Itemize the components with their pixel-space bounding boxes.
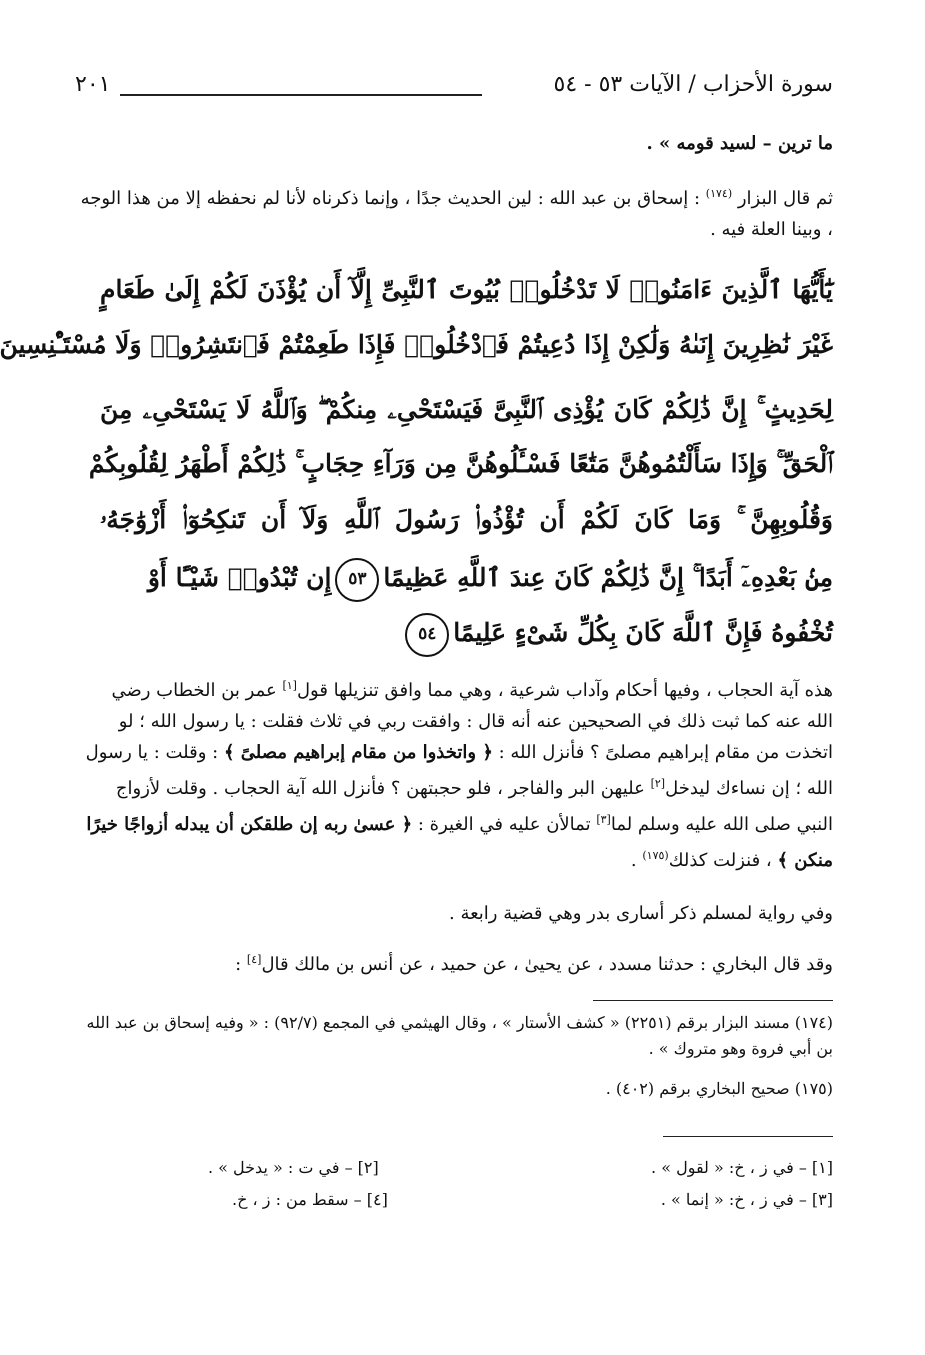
- quran-text: إِن تُبْدُوا۟ شَيْـًٔا أَوْ: [147, 563, 332, 592]
- footnote-rule: [593, 1000, 833, 1001]
- variant-note-4: [٤] – سقط من : ز ، خ.: [232, 1190, 388, 1209]
- variant-ref-1[interactable]: [١]: [282, 679, 297, 692]
- paragraph-quote-end: ما ترين – لسيد قومه » .: [646, 133, 833, 154]
- paragraph-hijab: [80, 670, 833, 876]
- paragraph-muslim: وفي رواية لمسلم ذكر أسارى بدر وهي قضية رابعة .: [449, 903, 833, 924]
- quran-line-3: لِحَدِيثٍ ۚ إِنَّ ذَٰلِكُمْ كَانَ يُؤْذِى ٱلنَّبِىَّ فَيَسْتَحْىِۦ مِنكُمْ ۖ وَٱللَّهُ لَا يَسْتَحْىِۦ مِنَ: [100, 395, 833, 424]
- quran-quote: ﴿ عسىٰ ربه إن طلقكن أن يبدله أزواجًا خيرًا منكن ﴾: [86, 814, 833, 871]
- variant-ref-2[interactable]: [٢]: [650, 777, 666, 790]
- quran-line-5: وَقُلُوبِهِنَّ ۚ وَمَا كَانَ لَكُمْ أَن تُؤْذُوا۟ رَسُولَ ٱللَّهِ وَلَآ أَن تَنكِحُوٓا۟ أَزْوَٰجَهُۥ: [100, 505, 833, 534]
- text-segment: ثم قال البزار: [732, 188, 833, 209]
- quran-line-7: [100, 605, 833, 660]
- footnote-ref-174[interactable]: (١٧٤): [705, 187, 733, 200]
- variant-note-2: [٢] – في ت : « يدخل » .: [208, 1158, 379, 1177]
- quran-line-6: [100, 550, 833, 605]
- running-header-title: سورة الأحزاب / الآيات ٥٣ - ٥٤: [553, 72, 833, 97]
- variants-rule: [663, 1136, 833, 1137]
- quran-text: مِنۢ بَعْدِهِۦٓ أَبَدًا ۚ إِنَّ ذَٰلِكُمْ كَانَ عِندَ ٱللَّهِ عَظِيمًا: [383, 563, 833, 592]
- text-segment: : وقلت : يا رسول الله ؛ إن نساءك ليدخل: [85, 742, 833, 799]
- ayah-number-54: ٥٤: [405, 613, 449, 657]
- text-segment: وقد قال البخاري : حدثنا مسدد ، عن يحيىٰ ، عن حميد ، عن أنس بن مالك قال: [261, 954, 833, 975]
- quran-quote: ﴿ واتخذوا من مقام إبراهيم مصلىً ﴾: [223, 742, 493, 763]
- paragraph-bukhari: [80, 944, 833, 980]
- variant-ref-3[interactable]: [٣]: [596, 813, 611, 826]
- variant-note-3: [٣] – في ز ، خ: « إنما » .: [660, 1190, 833, 1209]
- quran-line-2: غَيْرَ نَٰظِرِينَ إِنَىٰهُ وَلَٰكِنْ إِذَا دُعِيتُمْ فَٱدْخُلُوا۟ فَإِذَا طَعِمْتُمْ فَٱنتَشِرُوا۟ وَلَا مُسْتَـْٔنِسِينَ: [0, 330, 833, 359]
- text-segment: : إسحاق بن عبد الله : لين الحديث جدًا ، وإنما ذكرناه لأنا لم نحفظه إلا من هذا الوجه ، وبينا العلة فيه .: [80, 188, 833, 240]
- text-segment: ، فنزلت كذلك: [668, 850, 778, 871]
- text-segment: تمالأن عليه في الغيرة :: [412, 814, 597, 835]
- footnote-ref-175[interactable]: (١٧٥): [642, 849, 669, 862]
- quran-line-4: ٱلْحَقِّ ۚ وَإِذَا سَأَلْتُمُوهُنَّ مَتَٰعًا فَسْـَٔلُوهُنَّ مِن وَرَآءِ حِجَابٍ ۚ ذَٰلِكُمْ أَطْهَرُ لِقُلُوبِكُمْ: [88, 449, 833, 478]
- variant-note-1: [١] – في ز ، خ: « لقول » .: [651, 1158, 833, 1177]
- text-segment: عليهن البر والفاجر ، فلو حجبتهن ؟ فأنزل الله آية الحجاب . وقلت لأزواج النبي صلى الله عليه وسلم لما: [115, 778, 833, 835]
- header-rule: [120, 94, 482, 96]
- footnote-174: (١٧٤) مسند البزار برقم (٢٢٥١) « كشف الأستار » ، وقال الهيثمي في المجمع (٩٢/٧) : « وفيه إسحاق بن عبد الله بن أبي فروة وهو متروك » .: [86, 1013, 833, 1058]
- text-segment: عمر بن الخطاب رضي الله عنه كما ثبت ذلك في الصحيحين عنه أنه قال : وافقت ربي في ثلاث فقلت : يا رسول الله ؛ لو اتخذت من مقام إبراهيم مصلىً ؟ فأنزل الله :: [111, 680, 833, 763]
- footnote-175: (١٧٥) صحيح البخاري برقم (٤٠٢) .: [605, 1079, 833, 1098]
- text-segment: .: [630, 850, 643, 871]
- paragraph-bazzar: [80, 178, 833, 245]
- text-segment: :: [235, 954, 247, 975]
- quran-line-1: يَٰٓأَيُّهَا ٱلَّذِينَ ءَامَنُوا۟ لَا تَدْخُلُوا۟ بُيُوتَ ٱلنَّبِىِّ إِلَّآ أَن يُؤْذَنَ لَكُمْ إِلَىٰ طَعَامٍ: [100, 275, 833, 304]
- ayah-number-53: ٥٣: [335, 558, 379, 602]
- quran-text: تُخْفُوهُ فَإِنَّ ٱللَّهَ كَانَ بِكُلِّ شَىْءٍ عَلِيمًا: [453, 618, 833, 647]
- variant-ref-4[interactable]: [٤]: [246, 953, 262, 966]
- page-number: ٢٠١: [75, 72, 111, 97]
- text-segment: هذه آية الحجاب ، وفيها أحكام وآداب شرعية ، وهي مما وافق تنزيلها قول: [296, 680, 833, 701]
